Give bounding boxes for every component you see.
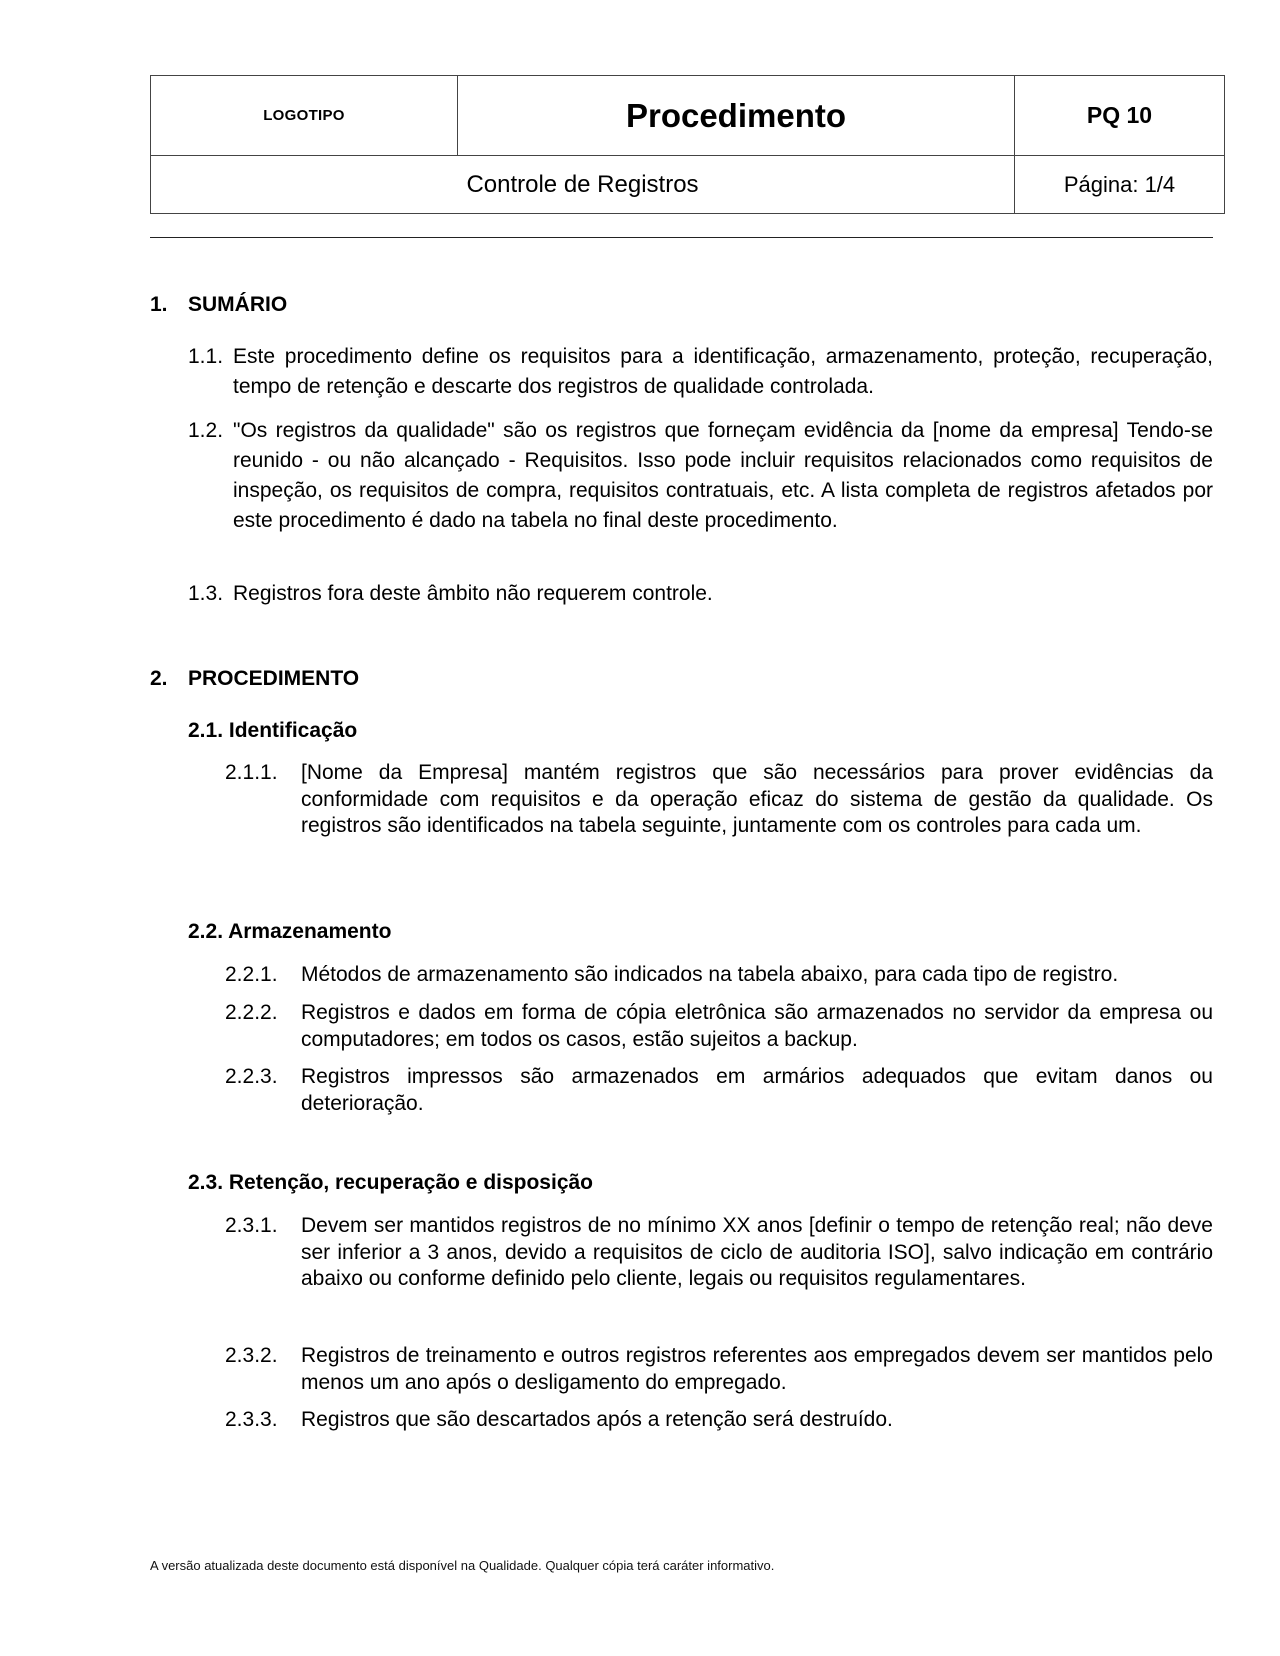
item-number: 2.2.1. xyxy=(225,963,278,986)
item-text: Este procedimento define os requisitos para a identificação, armazenamento, proteção, recuperação, tempo de retenção e descarte dos registros de qualidade controlada. xyxy=(233,345,1213,398)
item-text: Métodos de armazenamento são indicados na tabela abaixo, para cada tipo de registro. xyxy=(301,963,1119,986)
item-number: 2.1.1. xyxy=(225,761,278,784)
section-title: PROCEDIMENTO xyxy=(188,667,360,690)
footer-disclaimer: A versão atualizada deste documento está disponível na Qualidade. Qualquer cópia terá caráter informativo. xyxy=(150,1558,775,1573)
logo-cell xyxy=(151,76,458,156)
list-item xyxy=(225,962,1213,989)
doc-type-cell xyxy=(458,76,1015,156)
section-heading-summary xyxy=(150,293,287,317)
item-text: Devem ser mantidos registros de no mínimo XX anos [definir o tempo de retenção real; não deve ser inferior a 3 anos, devido a requisitos de ciclo de auditoria ISO], salvo indicação em contrário abaixo ou conforme definido pelo cliente, legais ou requisitos regulamentares. xyxy=(301,1214,1213,1290)
logo-placeholder: LOGOTIPO xyxy=(263,106,345,124)
item-number: 2.2.3. xyxy=(225,1065,278,1088)
item-number: 2.2.2. xyxy=(225,1001,278,1024)
list-item xyxy=(225,1407,1213,1434)
item-text: Registros impressos são armazenados em armários adequados que evitam danos ou deterioração. xyxy=(301,1065,1213,1115)
document-title: Controle de Registros xyxy=(466,170,699,198)
item-number: 2.3.3. xyxy=(225,1408,278,1431)
item-text: Registros que são descartados após a retenção será destruído. xyxy=(301,1408,893,1431)
list-item xyxy=(225,1000,1213,1053)
section-heading-procedure xyxy=(150,667,359,691)
doc-code-cell xyxy=(1015,76,1225,156)
item-text: [Nome da Empresa] mantém registros que são necessários para prover evidências da conformidade com requisitos e da operação eficaz do sistema de gestão da qualidade. Os registros são identificados na tabela seguinte, juntamente com os controles para cada um. xyxy=(301,761,1213,837)
list-item xyxy=(188,579,1213,609)
document-code: PQ 10 xyxy=(1086,102,1153,128)
doc-title-cell xyxy=(151,156,1015,214)
section-title: SUMÁRIO xyxy=(188,293,288,316)
page-number-cell xyxy=(1015,156,1225,214)
page-number: Página: 1/4 xyxy=(1063,171,1176,197)
section-number: 1. xyxy=(150,293,168,316)
item-number: 2.3.2. xyxy=(225,1344,278,1367)
list-item xyxy=(188,416,1213,536)
document-header-table xyxy=(150,75,1225,214)
section-number: 2. xyxy=(150,667,168,690)
item-number: 1.2. xyxy=(188,419,224,442)
document-type: Procedimento xyxy=(625,96,847,134)
list-item xyxy=(225,1343,1213,1396)
item-text: "Os registros da qualidade" são os registros que forneçam evidência da [nome da empresa] Tendo-se reunido - ou não alcançado - Requisitos. Isso pode incluir requisitos relacionados como requisitos de inspeção, os requisitos de compra, requisitos contratuais, etc. A lista completa de registros afetados por este procedimento é dado na tabela no final deste procedimento. xyxy=(233,419,1213,532)
item-text: Registros fora deste âmbito não requerem controle. xyxy=(233,582,713,605)
subsection-heading-retention: 2.3. Retenção, recuperação e disposição xyxy=(188,1171,594,1194)
item-text: Registros e dados em forma de cópia eletrônica são armazenados no servidor da empresa ou computadores; em todos os casos, estão sujeitos a backup. xyxy=(301,1001,1213,1051)
item-number: 1.1. xyxy=(188,345,224,368)
list-item xyxy=(225,1064,1213,1117)
subsection-heading-identification: 2.1. Identificação xyxy=(188,719,358,742)
list-item xyxy=(225,1213,1213,1293)
item-text: Registros de treinamento e outros registros referentes aos empregados devem ser mantidos pelo menos um ano após o desligamento do empregado. xyxy=(301,1344,1213,1394)
item-number: 2.3.1. xyxy=(225,1214,278,1237)
list-item xyxy=(188,342,1213,402)
item-number: 1.3. xyxy=(188,582,224,605)
header-divider xyxy=(150,237,1213,238)
subsection-heading-storage: 2.2. Armazenamento xyxy=(188,920,392,943)
list-item xyxy=(225,760,1213,840)
